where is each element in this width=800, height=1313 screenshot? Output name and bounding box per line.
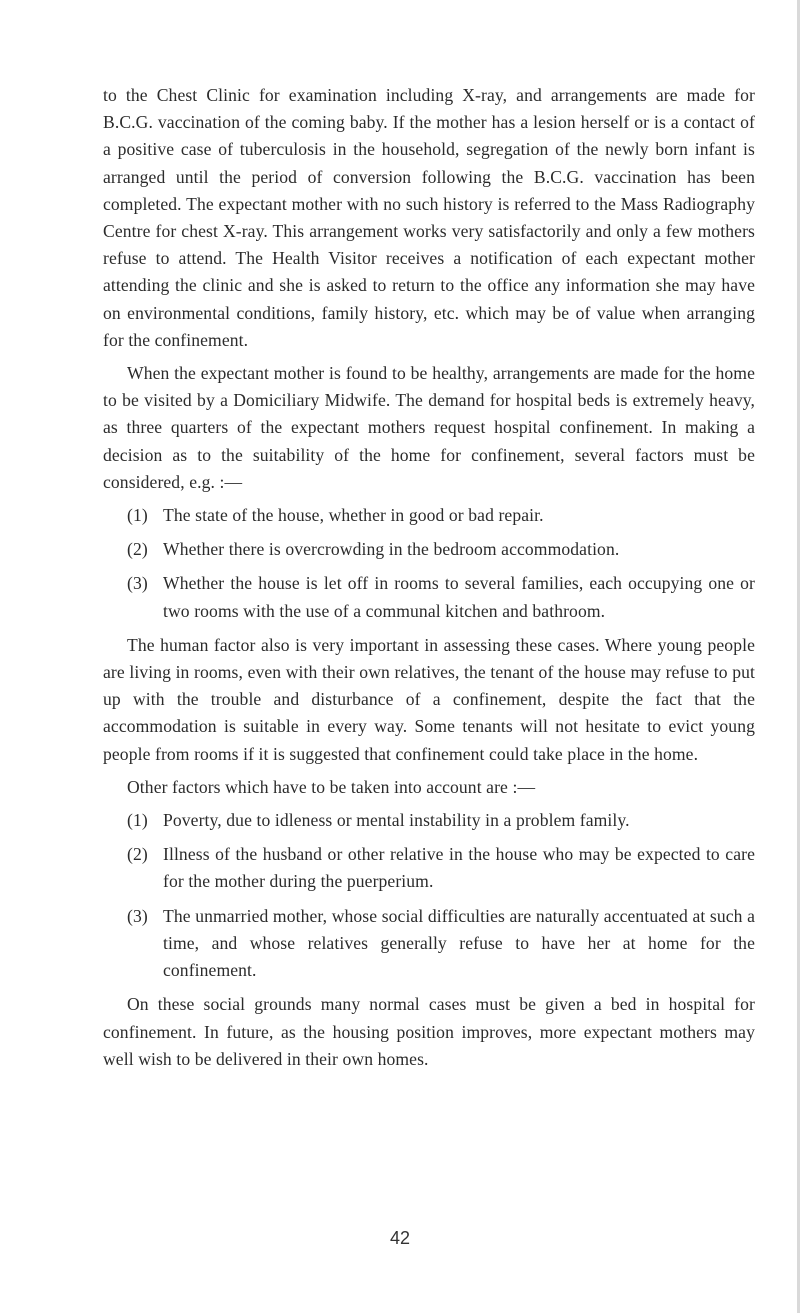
paragraph-healthy-mother: When the expectant mother is found to be healthy, arrangements are made for the home to be visited by a Domiciliary Midwife. The demand for hospital beds is extremely heavy, as three quarters of the expectant mothers request hospital confinement. In making a decision as to the suitability of the home for confinement, several factors must be considered, e.g. :— [103,363,755,492]
list-item-number: (2) [127,539,148,560]
list-item-text: Illness of the husband or other relative in the house who may be expected to care for the mother during the puerperium. [163,844,755,892]
other-factors-list [103,807,755,984]
list-item-text: Whether there is overcrowding in the bedroom accommodation. [163,539,620,560]
list-item-text: The state of the house, whether in good or bad repair. [163,505,544,526]
list-item-number: (3) [127,905,148,926]
paragraph-other-factors: Other factors which have to be taken into account are :— [127,776,536,797]
document-body [103,82,755,1079]
list-item-text: Whether the house is let off in rooms to several families, each occupying one or two rooms with the use of a communal kitchen and bathroom. [163,573,755,621]
paragraph-social-grounds: On these social grounds many normal cases must be given a bed in hospital for confinement. In future, as the housing position improves, more expectant mothers may well wish to be delivered in their own homes. [103,994,755,1069]
page-number: 42 [389,1228,411,1248]
list-item [103,807,755,834]
list-item [103,502,755,529]
list-item [103,536,755,563]
home-factors-list [103,502,755,625]
list-item-number: (2) [127,844,148,865]
list-item-number: (3) [127,573,148,594]
list-item [103,570,755,624]
list-item-text: The unmarried mother, whose social difficulties are naturally accentuated at such a time, and whose relatives generally refuse to have her at home for the confinement. [163,905,755,981]
list-item-number: (1) [127,505,148,526]
paragraph-chest-clinic: to the Chest Clinic for examination including X-ray, and arrangements are made for B.C.G. vaccination of the coming baby. If the mother has a lesion herself or is a contact of a positive case of tuberculosis in the household, segregation of the newly born infant is arranged until the period of conversion following the B.C.G. vaccination has been completed. The expectant mother with no such history is referred to the Mass Radiography Centre for chest X-ray. This arrangement works very satisfactorily and only a few mothers refuse to attend. The Health Visitor receives a notification of each expectant mother attending the clinic and she is asked to return to the office any information she may have on environmental conditions, family history, etc. which may be of value when arranging for the confinement. [103,85,755,350]
list-item [103,841,755,895]
list-item [103,903,755,985]
list-item-number: (1) [127,810,148,831]
paragraph-human-factor: The human factor also is very important in assessing these cases. Where young people are living in rooms, even with their own relatives, the tenant of the house may refuse to put up with the trouble and disturbance of a confinement, despite the fact that the accommodation is suitable in every way. Some tenants will not hesitate to evict young people from rooms if it is suggested that confinement could take place in the home. [103,634,755,764]
list-item-text: Poverty, due to idleness or mental instability in a problem family. [163,810,630,831]
